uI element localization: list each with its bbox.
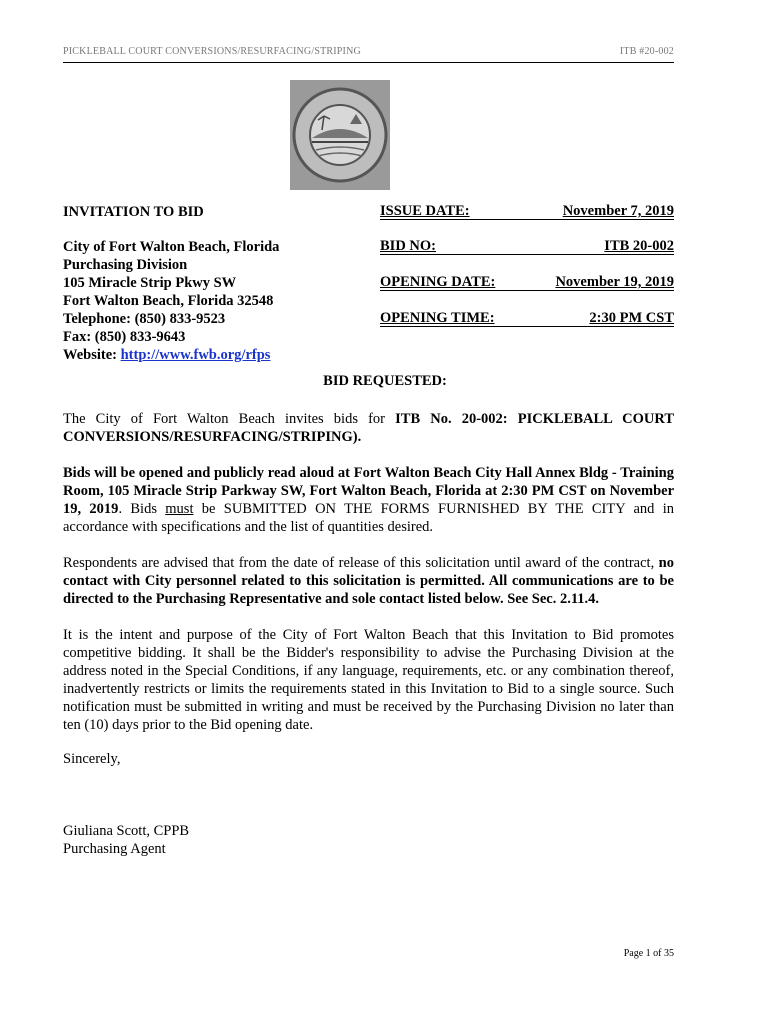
signer-title: Purchasing Agent — [63, 841, 166, 857]
opening-connector-text: . Bids — [118, 501, 166, 517]
signer-name: Giuliana Scott, CPPB — [63, 823, 190, 839]
website-label: Website: — [63, 347, 117, 363]
no-contact-intro: Respondents are advised that from the date of release of this solicitation until award of the contract, — [63, 555, 659, 571]
header-itb-number: ITB #20-002 — [619, 46, 674, 57]
intent-paragraph: It is the intent and purpose of the City of Fort Walton Beach that this Invitation to Bid promotes competitive bidding. It shall be the Bidder's responsibility to advise the Purchasing Division at the address noted in the Special Conditions, if any language, requirements, etc. or any combination thereof, inadvertently restricts or limits the requirements stated in this Invitation to Bid to a single source. Such notification must be submitted in writing and must be received by the Purchasing Division no later than ten (10) days prior to the Bid opening date. — [63, 627, 674, 733]
bid-number-value: ITB 20-002 — [604, 238, 674, 254]
document-title: INVITATION TO BID — [63, 204, 204, 220]
forms-requirement-text: be SUBMITTED ON THE FORMS FURNISHED BY THE CITY and in accordance with specifications and the list of quantities desired. — [63, 501, 675, 535]
no-contact-rule: no contact with City personnel related to this solicitation is permitted. All communications are to be directed to the Purchasing Representative and sole contact listed below. See Sec. 2.11.4. — [63, 555, 674, 607]
address-line-fax: Fax: (850) 833-9643 — [63, 329, 186, 345]
opening-time-label: OPENING TIME: — [380, 310, 495, 326]
address-line-telephone: Telephone: (850) 833-9523 — [63, 311, 226, 327]
city-seal-logo — [290, 80, 390, 190]
opening-date-value: November 19, 2019 — [555, 274, 674, 290]
address-line-division: Purchasing Division — [63, 257, 188, 273]
page-header — [63, 44, 674, 63]
opening-location-text: Bids will be opened and publicly read aloud at Fort Walton Beach City Hall Annex Bldg - Training Room, 105 Miracle Strip Parkway SW, Fort Walton Beach, Florida at 2:30 PM CST on November 19, 2019 — [63, 465, 674, 517]
website-link[interactable]: http://www.fwb.org/rfps — [120, 347, 271, 363]
address-line-city: City of Fort Walton Beach, Florida — [63, 239, 280, 255]
intro-paragraph — [63, 410, 674, 446]
address-line-street: 105 Miracle Strip Pkwy SW — [63, 275, 237, 291]
opening-date-label: OPENING DATE: — [380, 274, 496, 290]
bid-requested-heading: BID REQUESTED: — [323, 373, 447, 389]
must-emphasis: must — [165, 501, 194, 517]
issue-date-value: November 7, 2019 — [562, 203, 674, 219]
intro-text: The City of Fort Walton Beach invites bids for — [63, 411, 396, 427]
opening-paragraph — [63, 464, 674, 536]
issuer-address-block — [63, 238, 279, 364]
signature-block — [63, 822, 674, 858]
no-contact-paragraph — [63, 554, 674, 608]
itb-reference: ITB No. 20-002: PICKLEBALL COURT CONVERSIONS/RESURFACING/STRIPING). — [63, 411, 674, 445]
bid-number-label: BID NO: — [380, 238, 436, 254]
address-line-city-state-zip: Fort Walton Beach, Florida 32548 — [63, 293, 274, 309]
header-project-title: PICKLEBALL COURT CONVERSIONS/RESURFACING/STRIPING — [63, 46, 361, 57]
opening-time-value: 2:30 PM CST — [589, 310, 674, 326]
closing-salutation: Sincerely, — [63, 751, 121, 767]
issue-date-label: ISSUE DATE: — [380, 203, 470, 219]
address-line-website — [63, 346, 279, 364]
page-number: Page 1 of 35 — [623, 948, 674, 959]
